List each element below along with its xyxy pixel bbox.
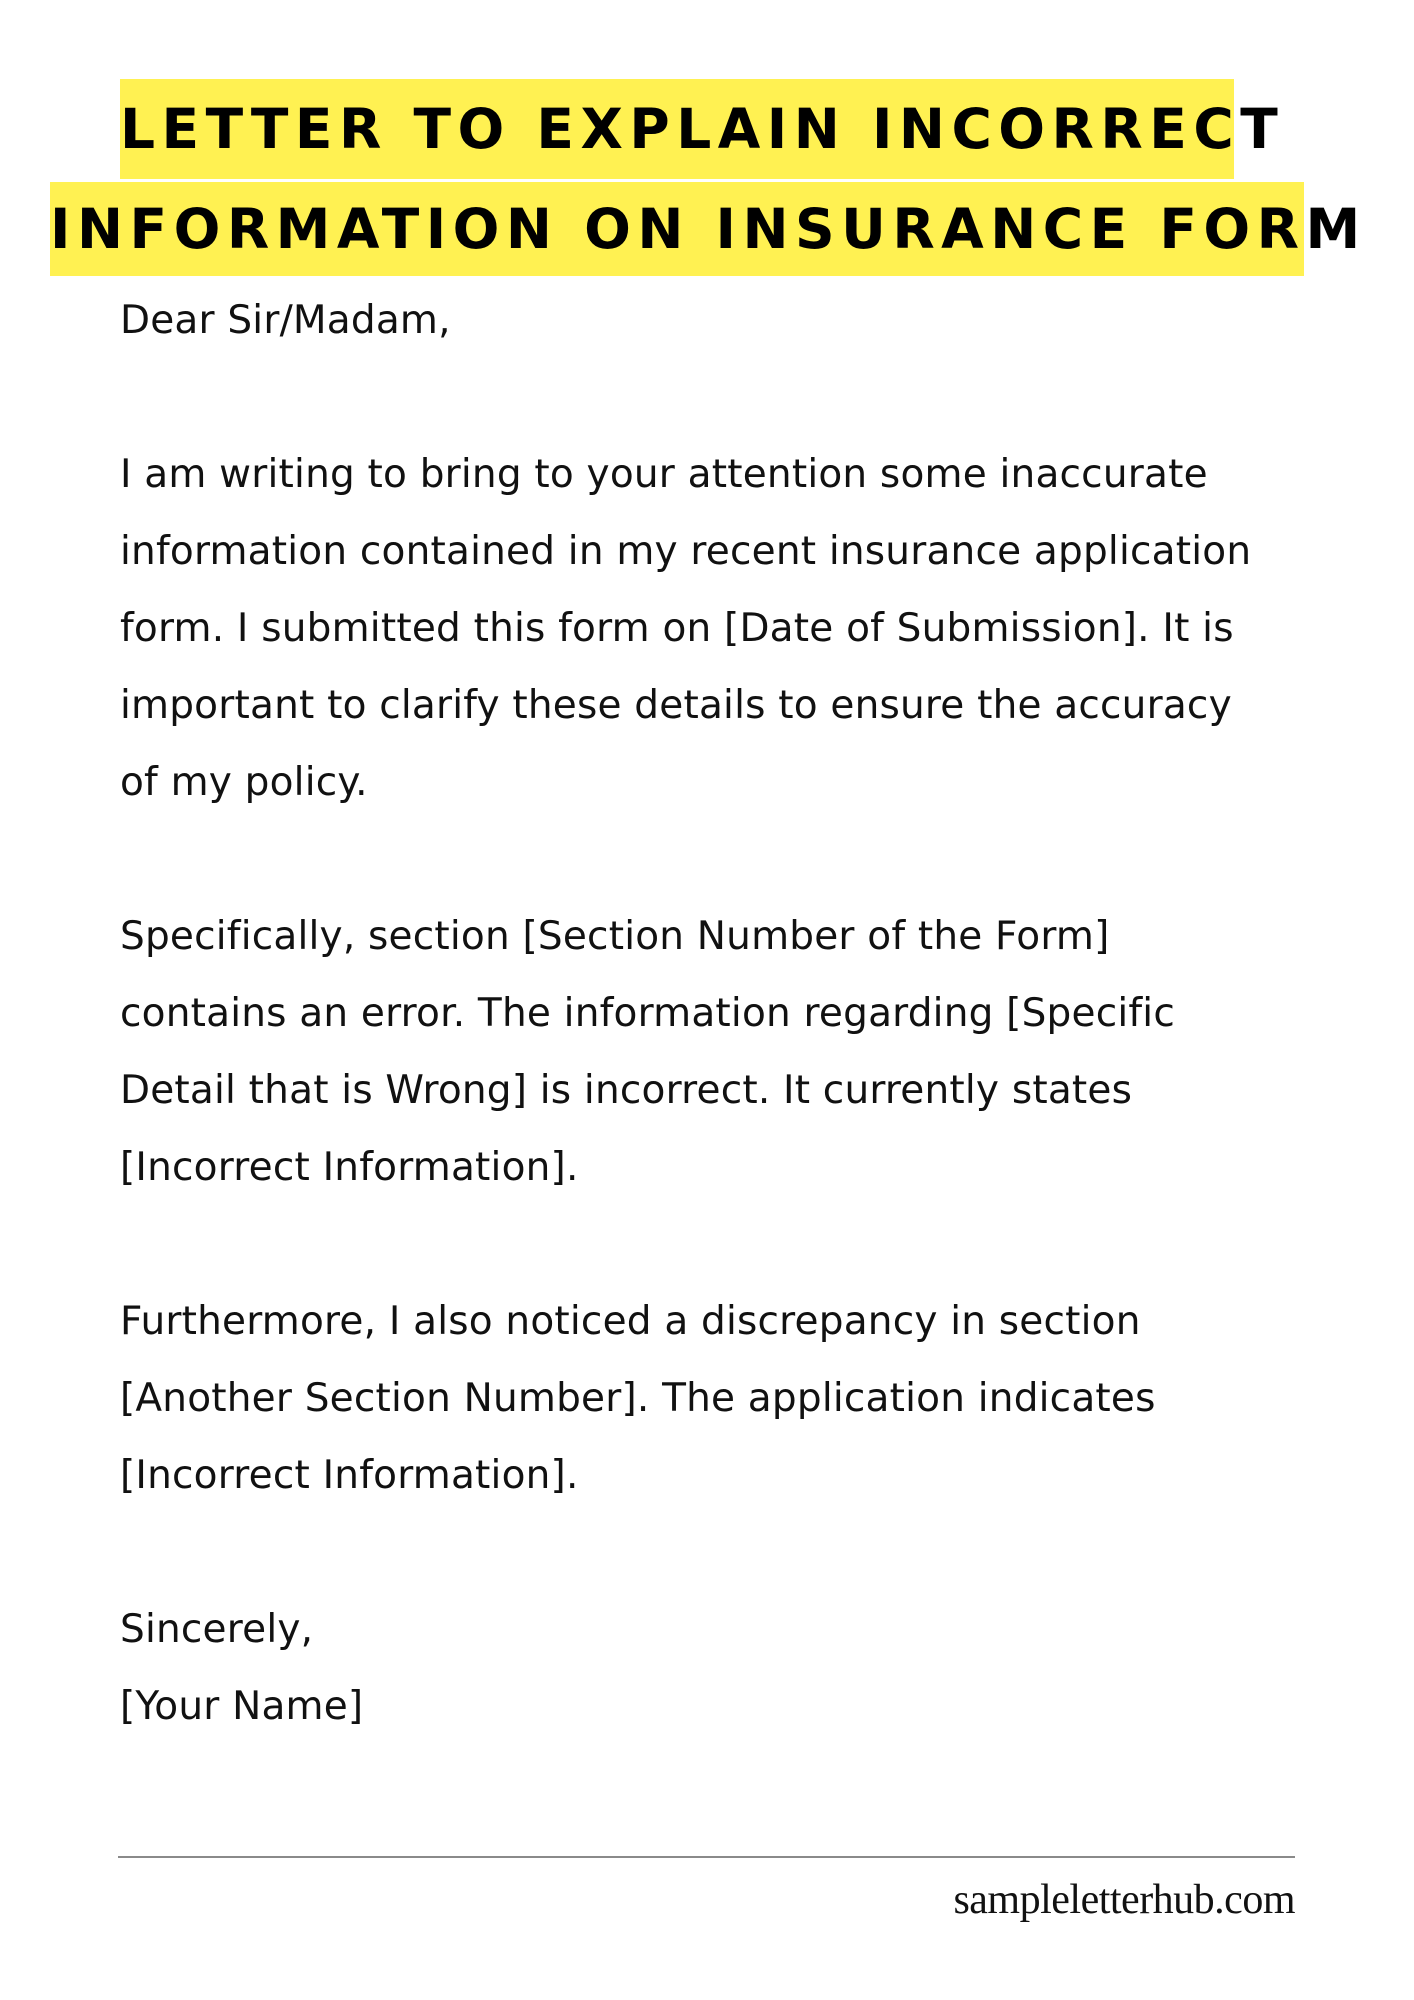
paragraph-line: [Incorrect Information]. [120, 1453, 579, 1498]
footer-site-name: sampleletterhub.com [953, 1877, 1295, 1923]
paragraph-line: I am writing to bring to your attention some inaccurate [120, 452, 1208, 497]
letter-body [120, 282, 1350, 1745]
paragraph-line: [Another Section Number]. The application indicates [120, 1376, 1156, 1421]
paragraph-line: form. I submitted this form on [Date of Submission]. It is [120, 606, 1234, 651]
paragraph-1 [120, 436, 1350, 821]
paragraph-line: Specifically, section [Section Number of the Form] [120, 914, 1110, 959]
paragraph-line: Furthermore, I also noticed a discrepancy in section [120, 1299, 1141, 1344]
greeting: Dear Sir/Madam, [120, 298, 451, 343]
paragraph-line: Detail that is Wrong] is incorrect. It currently states [120, 1068, 1133, 1113]
paragraph-line: of my policy. [120, 760, 368, 805]
paragraph-2 [120, 898, 1350, 1206]
closing: Sincerely, [120, 1607, 314, 1652]
signature-name: [Your Name] [120, 1684, 364, 1729]
title-line-2: INFORMATION ON INSURANCE FORM [50, 182, 1304, 276]
paragraph-line: important to clarify these details to ensure the accuracy [120, 683, 1232, 728]
paragraph-3 [120, 1283, 1350, 1514]
paragraph-line: information contained in my recent insurance application [120, 529, 1252, 574]
paragraph-line: contains an error. The information regarding [Specific [120, 991, 1175, 1036]
paragraph-line: [Incorrect Information]. [120, 1145, 579, 1190]
title-line-1: LETTER TO EXPLAIN INCORRECT [120, 79, 1234, 179]
footer-divider [118, 1856, 1295, 1858]
